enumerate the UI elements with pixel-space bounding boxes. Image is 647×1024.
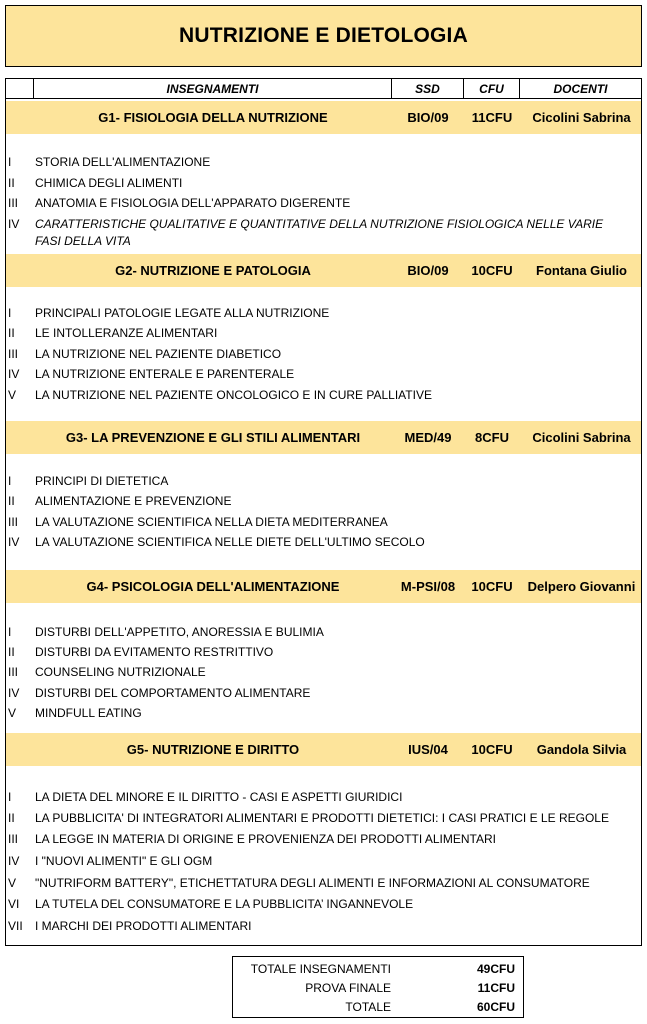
item-number: III xyxy=(8,832,19,846)
item-number: VI xyxy=(8,897,20,911)
group-docente: Fontana Giulio xyxy=(536,263,627,278)
group-row-g4 xyxy=(6,570,641,603)
item-number: V xyxy=(8,706,17,720)
curriculum-table xyxy=(5,78,642,946)
item-number: III xyxy=(8,196,19,210)
page-title: NUTRIZIONE E DIETOLOGIA xyxy=(5,5,642,67)
group-docente: Cicolini Sabrina xyxy=(532,110,631,125)
totals-label: PROVA FINALE xyxy=(305,980,391,995)
item-number: V xyxy=(8,876,17,890)
group-ssd: M-PSI/08 xyxy=(400,579,456,594)
item-text: ANATOMIA E FISIOLOGIA DELL'APPARATO DIGERENTE xyxy=(35,196,351,210)
item-number: II xyxy=(8,176,15,190)
item-text: DISTURBI DA EVITAMENTO RESTRITTIVO xyxy=(35,645,274,659)
item-text: LA DIETA DEL MINORE E IL DIRITTO - CASI E ASPETTI GIURIDICI xyxy=(35,790,403,804)
totals-row xyxy=(233,997,523,1016)
totals-box xyxy=(232,956,524,1018)
item-number: VII xyxy=(8,919,23,933)
group-name: G2- NUTRIZIONE E PATOLOGIA xyxy=(115,263,311,278)
item-text: PRINCIPALI PATOLOGIE LEGATE ALLA NUTRIZIONE xyxy=(35,306,330,320)
header-docenti: DOCENTI xyxy=(553,81,608,96)
group-ssd: BIO/09 xyxy=(407,110,449,125)
group-ssd: MED/49 xyxy=(404,430,452,445)
item-number: III xyxy=(8,515,19,529)
item-text: LE INTOLLERANZE ALIMENTARI xyxy=(35,326,218,340)
item-text: DISTURBI DEL COMPORTAMENTO ALIMENTARE xyxy=(35,686,311,700)
group-cfu: 10CFU xyxy=(471,742,513,757)
item-text: LA NUTRIZIONE ENTERALE E PARENTERALE xyxy=(35,367,295,381)
item-number: II xyxy=(8,645,15,659)
group-cfu: 10CFU xyxy=(471,263,513,278)
header-cfu: CFU xyxy=(464,79,520,98)
group-row-g3 xyxy=(6,421,641,454)
totals-value: 49CFU xyxy=(476,961,515,976)
header-index-cell xyxy=(6,79,34,98)
item-text: I "NUOVI ALIMENTI" E GLI OGM xyxy=(35,854,213,868)
totals-row xyxy=(233,978,523,997)
item-number: II xyxy=(8,811,15,825)
item-number: I xyxy=(8,790,12,804)
item-text: DISTURBI DELL'APPETITO, ANORESSIA E BULIMIA xyxy=(35,625,324,639)
totals-label: TOTALE xyxy=(345,999,391,1014)
totals-value: 60CFU xyxy=(476,999,515,1014)
totals-label: TOTALE INSEGNAMENTI xyxy=(250,961,391,976)
item-text: STORIA DELL'ALIMENTAZIONE xyxy=(35,155,211,169)
group-row-g2 xyxy=(6,254,641,287)
item-number: I xyxy=(8,306,12,320)
item-text: LA PUBBLICITA' DI INTEGRATORI ALIMENTARI E PRODOTTI DIETETICI: I CASI PRATICI E LE REGOLE xyxy=(35,811,609,825)
item-text: ALIMENTAZIONE E PREVENZIONE xyxy=(35,494,232,508)
item-number: I xyxy=(8,474,12,488)
group-name: G5- NUTRIZIONE E DIRITTO xyxy=(126,742,300,757)
group-cfu: 10CFU xyxy=(471,579,513,594)
group-docente: Delpero Giovanni xyxy=(527,579,636,594)
header-ssd: SSD xyxy=(392,79,464,98)
group-cfu: 11CFU xyxy=(471,110,513,125)
group-cfu: 8CFU xyxy=(475,430,509,445)
item-text: LA VALUTAZIONE SCIENTIFICA NELLA DIETA MEDITERRANEA xyxy=(35,515,388,529)
item-number: II xyxy=(8,326,15,340)
group-docente: Gandola Silvia xyxy=(536,742,627,757)
item-text: LA VALUTAZIONE SCIENTIFICA NELLE DIETE DELL'ULTIMO SECOLO xyxy=(35,535,425,549)
item-number: IV xyxy=(8,854,20,868)
group-ssd: BIO/09 xyxy=(407,263,449,278)
item-text: CARATTERISTICHE QUALITATIVE E QUANTITATIVE DELLA NUTRIZIONE FISIOLOGICA NELLE VARIE FASI DELLA VITA xyxy=(35,217,604,248)
group-ssd: IUS/04 xyxy=(408,742,448,757)
item-text: PRINCIPI DI DIETETICA xyxy=(35,474,169,488)
item-number: III xyxy=(8,347,19,361)
item-text: LA NUTRIZIONE NEL PAZIENTE ONCOLOGICO E IN CURE PALLIATIVE xyxy=(35,388,432,402)
header-insegnamenti: INSEGNAMENTI xyxy=(34,79,392,98)
item-number: IV xyxy=(8,535,20,549)
group-docente: Cicolini Sabrina xyxy=(532,430,631,445)
item-number: IV xyxy=(8,367,20,381)
group-row-g5 xyxy=(6,733,641,766)
item-text: COUNSELING NUTRIZIONALE xyxy=(35,665,206,679)
item-number: IV xyxy=(8,686,20,700)
item-number: III xyxy=(8,665,19,679)
item-number: IV xyxy=(8,217,20,231)
item-text: "NUTRIFORM BATTERY", ETICHETTATURA DEGLI ALIMENTI E INFORMAZIONI AL CONSUMATORE xyxy=(35,876,590,890)
item-number: I xyxy=(8,155,12,169)
item-number: V xyxy=(8,388,17,402)
group-row-g1 xyxy=(6,101,641,134)
item-text: CHIMICA DEGLI ALIMENTI xyxy=(35,176,183,190)
item-text: LA LEGGE IN MATERIA DI ORIGINE E PROVENIENZA DEI PRODOTTI ALIMENTARI xyxy=(35,832,496,846)
group-name: G3- LA PREVENZIONE E GLI STILI ALIMENTARI xyxy=(65,430,361,445)
group-name: G4- PSICOLOGIA DELL'ALIMENTAZIONE xyxy=(86,579,340,594)
item-text: I MARCHI DEI PRODOTTI ALIMENTARI xyxy=(35,919,252,933)
item-number: I xyxy=(8,625,12,639)
item-text: MINDFULL EATING xyxy=(35,706,142,720)
totals-row xyxy=(233,959,523,978)
group-name: G1- FISIOLOGIA DELLA NUTRIZIONE xyxy=(98,110,328,125)
item-text: LA NUTRIZIONE NEL PAZIENTE DIABETICO xyxy=(35,347,282,361)
table-header xyxy=(6,79,641,99)
item-text: LA TUTELA DEL CONSUMATORE E LA PUBBLICITA’ INGANNEVOLE xyxy=(35,897,414,911)
item-number: II xyxy=(8,494,15,508)
totals-value: 11CFU xyxy=(477,980,515,995)
